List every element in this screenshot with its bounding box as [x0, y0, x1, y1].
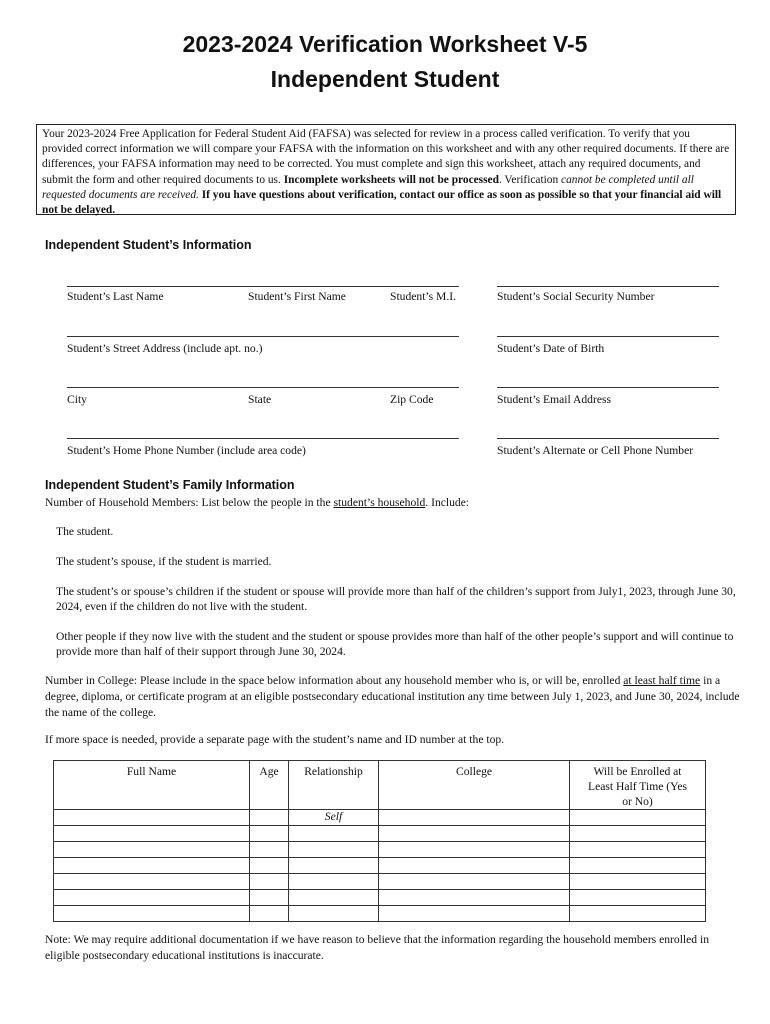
ssn-line[interactable] [497, 286, 719, 287]
enrolled-cell[interactable] [570, 858, 706, 874]
family-info-heading: Independent Student’s Family Information [45, 478, 295, 492]
household-item-children: The student’s or spouse’s children if the student or spouse will provide more than half of the children’s support from July1, 2023, through June 30, 2024, even if the children do not live with the student. [56, 585, 736, 613]
table-row [54, 842, 706, 858]
name-cell[interactable] [54, 826, 250, 842]
enrolled-cell[interactable] [570, 842, 706, 858]
age-cell[interactable] [250, 810, 289, 826]
household-item-others: Other people if they now live with the student and the student or spouse provides more than half of the other people’s support and will continue to provide more than half of their support through June 30, 2024. [56, 630, 734, 658]
household-link: student’s household [333, 496, 426, 509]
relationship-cell[interactable] [289, 874, 379, 890]
ssn-label: Student’s Social Security Number [497, 290, 655, 303]
enrolled-cell[interactable] [570, 874, 706, 890]
college-cell[interactable] [379, 826, 570, 842]
college-cell[interactable] [379, 890, 570, 906]
intro-warning: Incomplete worksheets will not be processed [283, 173, 499, 186]
household-text: Number of Household Members: List below the people in the [45, 496, 334, 509]
zip-label: Zip Code [390, 393, 434, 406]
student-info-heading: Independent Student’s Information [45, 238, 252, 252]
intro-text: Your 2023-2024 Free Application for Federal Student Aid (FAFSA) was selected for review in a process called verification. To verify that you provided correct information we will compare your FAFSA with the information on this worksheet and with any other required documents. If there are differences, your FAFSA information may need to be corrected. You must complete and sign this worksheet, attach any required documents, and submit the form and other required documents to us. [42, 128, 730, 186]
first-name-label: Student’s First Name [248, 290, 346, 303]
home-phone-line[interactable] [67, 438, 459, 439]
intro-italic: cannot be completed until all requested documents are received. [42, 173, 694, 201]
name-line[interactable] [67, 286, 459, 287]
household-intro [45, 496, 469, 509]
email-line[interactable] [497, 387, 719, 388]
household-table [53, 760, 706, 922]
name-cell[interactable] [54, 906, 250, 922]
name-cell[interactable] [54, 810, 250, 826]
college-paragraph [45, 673, 745, 721]
last-name-label: Student’s Last Name [67, 290, 164, 303]
enrolled-cell[interactable] [570, 826, 706, 842]
city-label: City [67, 393, 87, 406]
mi-label: Student’s M.I. [390, 290, 457, 303]
col-college: College [379, 761, 570, 810]
age-cell[interactable] [250, 858, 289, 874]
age-cell[interactable] [250, 874, 289, 890]
more-space-note: If more space is needed, provide a separate page with the student’s name and ID number at the top. [45, 733, 505, 746]
relationship-self-cell: Self [289, 810, 379, 826]
name-cell[interactable] [54, 842, 250, 858]
relationship-cell[interactable] [289, 890, 379, 906]
age-cell[interactable] [250, 842, 289, 858]
age-cell[interactable] [250, 906, 289, 922]
enrolled-cell[interactable] [570, 810, 706, 826]
dob-line[interactable] [497, 336, 719, 337]
address-line[interactable] [67, 336, 459, 337]
relationship-cell[interactable] [289, 842, 379, 858]
col-enrolled: Will be Enrolled at Least Half Time (Yes or No) [570, 761, 706, 810]
table-row [54, 858, 706, 874]
intro-notice [36, 124, 736, 215]
dob-label: Student’s Date of Birth [497, 342, 605, 355]
age-cell[interactable] [250, 890, 289, 906]
intro-contact: If you have questions about verification, contact our office as soon as possible so that your financial aid will not be delayed. [42, 188, 722, 217]
college-cell[interactable] [379, 906, 570, 922]
intro-text-2: . Verification [498, 173, 562, 186]
college-text: Number in College: Please include in the space below information about any household member who is, or will be, enrolled [45, 674, 624, 687]
name-cell[interactable] [54, 890, 250, 906]
household-text-end: . Include: [425, 496, 470, 509]
table-row [54, 874, 706, 890]
city-state-zip-line[interactable] [67, 387, 459, 388]
page-subtitle: Independent Student [270, 66, 500, 92]
name-cell[interactable] [54, 874, 250, 890]
home-phone-label: Student’s Home Phone Number (include area code) [67, 444, 306, 457]
state-label: State [248, 393, 272, 406]
col-full-name: Full Name [54, 761, 250, 810]
col-age: Age [250, 761, 289, 810]
table-row [54, 826, 706, 842]
page-title: 2023-2024 Verification Worksheet V-5 [182, 31, 588, 57]
college-cell[interactable] [379, 842, 570, 858]
age-cell[interactable] [250, 826, 289, 842]
alt-phone-line[interactable] [497, 438, 719, 439]
enrolled-cell[interactable] [570, 890, 706, 906]
relationship-cell[interactable] [289, 858, 379, 874]
table-row [54, 890, 706, 906]
col-relationship: Relationship [289, 761, 379, 810]
college-text-end: in a degree, diploma, or certificate program at an eligible postsecondary educational institution any time between July 1, 2023, and June 30, 2024, include the name of the college. [45, 674, 740, 719]
table-row [54, 810, 706, 826]
enrolled-cell[interactable] [570, 906, 706, 922]
college-cell[interactable] [379, 810, 570, 826]
name-cell[interactable] [54, 858, 250, 874]
college-cell[interactable] [379, 858, 570, 874]
household-item-student: The student. [56, 525, 114, 538]
half-time-text: at least half time [623, 674, 701, 687]
address-label: Student’s Street Address (include apt. no.) [67, 342, 263, 355]
college-cell[interactable] [379, 874, 570, 890]
note-text: Note: We may require additional documentation if we have reason to believe that the information regarding the household members enrolled in eligible postsecondary educational institutions is inaccurate. [45, 933, 709, 962]
email-label: Student’s Email Address [497, 393, 612, 406]
household-item-spouse: The student’s spouse, if the student is married. [56, 555, 272, 568]
table-header-row [54, 761, 706, 810]
relationship-cell[interactable] [289, 826, 379, 842]
alt-phone-label: Student’s Alternate or Cell Phone Number [497, 444, 694, 457]
table-row [54, 906, 706, 922]
relationship-cell[interactable] [289, 906, 379, 922]
